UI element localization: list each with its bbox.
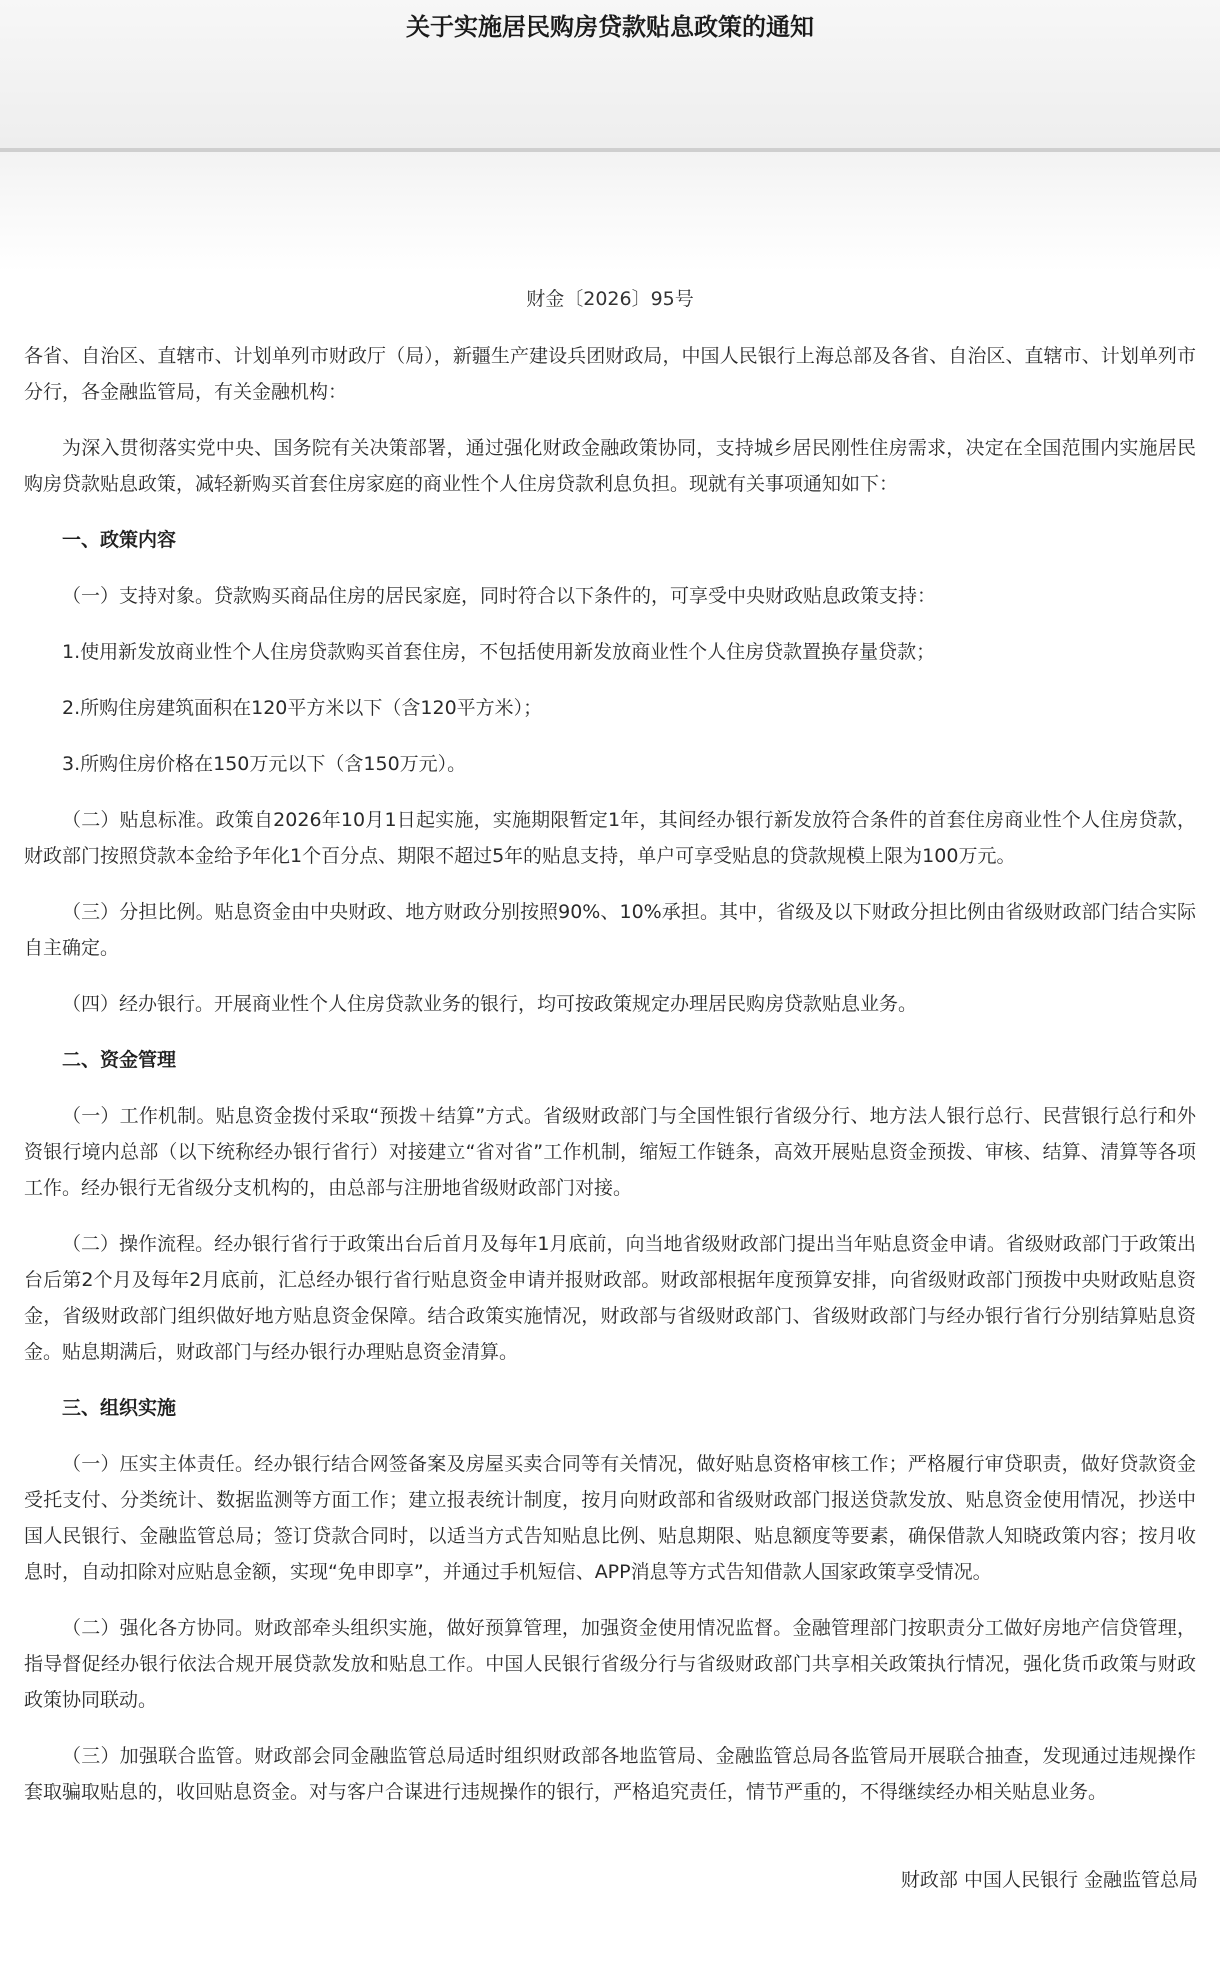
document-number: 财金〔2026〕95号 <box>526 288 694 310</box>
section-paragraph: （一）压实主体责任。经办银行结合网签备案及房屋买卖合同等有关情况，做好贴息资格审核工作；严格履行审贷职责，做好贷款资金受托支付、分类统计、数据监测等方面工作；建立报表统计制度，按月向财政部和省级财政部门报送贷款发放、贴息资金使用情况，抄送中国人民银行、金融监管总局；签订贷款合同时，以适当方式告知贴息比例、贴息期限、贴息额度等要素，确保借款人知晓政策内容；按月收息时，自动扣除对应贴息金额，实现“免申即享”，并通过手机短信、APP消息等方式告知借款人国家政策享受情况。 <box>24 1453 1196 1583</box>
section-paragraph: （二）强化各方协同。财政部牵头组织实施，做好预算管理，加强资金使用情况监督。金融管理部门按职责分工做好房地产信贷管理，指导督促经办银行依法合规开展贷款发放和贴息工作。中国人民银行省级分行与省级财政部门共享相关政策执行情况，强化货币政策与财政政策协同联动。 <box>24 1617 1196 1711</box>
page-title: 关于实施居民购房贷款贴息政策的通知 <box>406 13 814 41</box>
section-paragraph: （一）支持对象。贷款购买商品住房的居民家庭，同时符合以下条件的，可享受中央财政贴息政策支持： <box>62 585 937 607</box>
section-paragraph: 3.所购住房价格在150万元以下（含150万元）。 <box>62 753 467 775</box>
document-body <box>24 338 1196 1830</box>
intro-paragraph: 为深入贯彻落实党中央、国务院有关决策部署，通过强化财政金融政策协同，支持城乡居民刚性住房需求，决定在全国范围内实施居民购房贷款贴息政策，减轻新购买首套住房家庭的商业性个人住房贷款利息负担。现就有关事项通知如下： <box>24 437 1196 495</box>
section-paragraph: （三）加强联合监管。财政部会同金融监管总局适时组织财政部各地监管局、金融监管总局各监管局开展联合抽查，发现通过违规操作套取骗取贴息的，收回贴息资金。对与客户合谋进行违规操作的银行，严格追究责任，情节严重的，不得继续经办相关贴息业务。 <box>24 1745 1196 1803</box>
section-paragraph: （一）工作机制。贴息资金拨付采取“预拨＋结算”方式。省级财政部门与全国性银行省级分行、地方法人银行总行、民营银行总行和外资银行境内总部（以下统称经办银行省行）对接建立“省对省”工作机制，缩短工作链条，高效开展贴息资金预拨、审核、结算、清算等各项工作。经办银行无省级分支机构的，由总部与注册地省级财政部门对接。 <box>24 1105 1196 1199</box>
section-paragraph: （二）贴息标准。政策自2026年10月1日起实施，实施期限暂定1年，其间经办银行新发放符合条件的首套住房商业性个人住房贷款，财政部门按照贷款本金给予年化1个百分点、期限不超过5年的贴息支持，单户可享受贴息的贷款规模上限为100万元。 <box>24 809 1196 867</box>
section-heading: 一、政策内容 <box>62 529 177 551</box>
header-fade <box>0 152 1220 272</box>
section-paragraph: 2.所购住房建筑面积在120平方米以下（含120平方米）； <box>62 697 543 719</box>
section-heading: 三、组织实施 <box>62 1397 177 1419</box>
section-paragraph: （四）经办银行。开展商业性个人住房贷款业务的银行，均可按政策规定办理居民购房贷款贴息业务。 <box>62 993 918 1015</box>
section-paragraph: （三）分担比例。贴息资金由中央财政、地方财政分别按照90%、10%承担。其中，省级及以下财政分担比例由省级财政部门结合实际自主确定。 <box>24 901 1196 959</box>
section-paragraph: （二）操作流程。经办银行省行于政策出台后首月及每年1月底前，向当地省级财政部门提出当年贴息资金申请。省级财政部门于政策出台后第2个月及每年2月底前，汇总经办银行省行贴息资金申请并报财政部。财政部根据年度预算安排，向省级财政部门预拨中央财政贴息资金，省级财政部门组织做好地方贴息资金保障。结合政策实施情况，财政部与省级财政部门、省级财政部门与经办银行省行分别结算贴息资金。贴息期满后，财政部门与经办银行办理贴息资金清算。 <box>24 1233 1196 1363</box>
section-heading: 二、资金管理 <box>62 1049 177 1071</box>
section-paragraph: 1.使用新发放商业性个人住房贷款购买首套住房，不包括使用新发放商业性个人住房贷款置换存量贷款； <box>62 641 936 663</box>
addressees: 各省、自治区、直辖市、计划单列市财政厅（局），新疆生产建设兵团财政局，中国人民银行上海总部及各省、自治区、直辖市、计划单列市分行，各金融监管局，有关金融机构： <box>24 345 1196 403</box>
signature-issuers: 财政部 中国人民银行 金融监管总局 <box>900 1869 1198 1891</box>
